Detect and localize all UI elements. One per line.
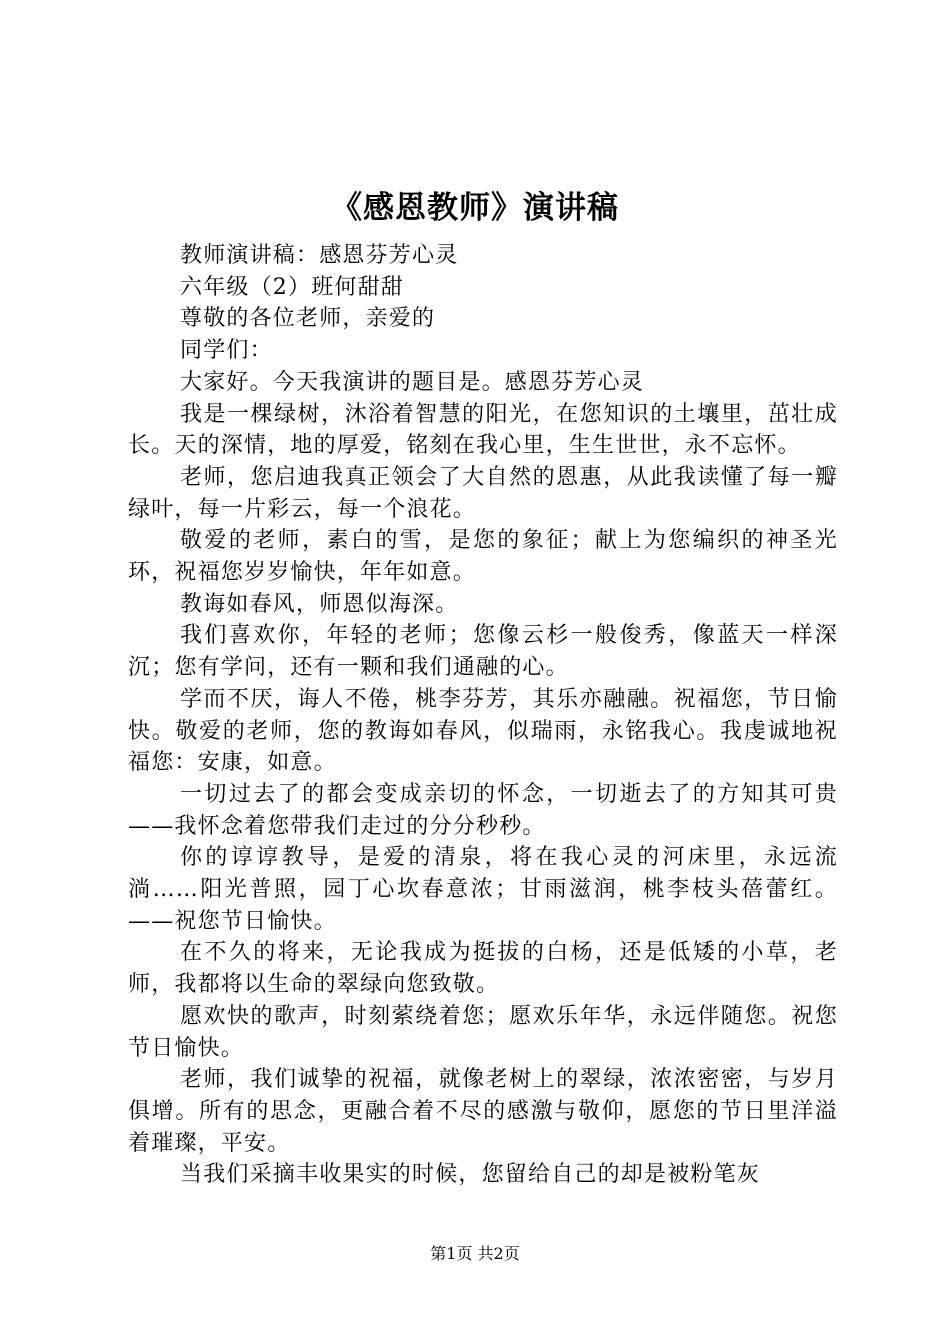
paragraph: 你的谆谆教导，是爱的清泉，将在我心灵的河床里，永远流淌……阳光普照，园丁心坎春意浓；甘雨滋润，桃李枝头蓓蕾红。——祝您节日愉快。 [128, 845, 838, 934]
paragraph: 大家好。今天我演讲的题目是。感恩芬芳心灵 [180, 369, 645, 395]
paragraph: 六年级（2）班何甜甜 [180, 274, 404, 300]
paragraph: 愿欢快的歌声，时刻萦绕着您；愿欢乐年华，永远伴随您。祝您节日愉快。 [128, 1003, 838, 1061]
document-title: 《感恩教师》演讲稿 [331, 190, 619, 226]
paragraph: 敬爱的老师，素白的雪，是您的象征；献上为您编织的神圣光环，祝福您岁岁愉快，年年如意。 [128, 528, 838, 586]
paragraph: 教诲如春风，师恩似海深。 [180, 591, 459, 617]
paragraph: 教师演讲稿：感恩芬芳心灵 [180, 243, 459, 268]
page-number: 第1页 共2页 [430, 1244, 520, 1263]
paragraph: 我们喜欢你，年轻的老师；您像云杉一般俊秀，像蓝天一样深沉；您有学问，还有一颗和我们通融的心。 [128, 623, 838, 681]
paragraph: 在不久的将来，无论我成为挺拔的白杨，还是低矮的小草，老师，我都将以生命的翠绿向您致敬。 [128, 940, 838, 998]
paragraph: 学而不厌，诲人不倦，桃李芬芳，其乐亦融融。祝福您，节日愉快。敬爱的老师，您的教诲如春风，似瑞雨，永铭我心。我虔诚地祝福您：安康，如意。 [128, 686, 838, 776]
paragraph: 同学们： [180, 338, 273, 364]
paragraph: 老师，我们诚挚的祝福，就像老树上的翠绿，浓浓密密，与岁月俱增。所有的思念，更融合着不尽的感激与敬仰，愿您的节日里洋溢着璀璨，平安。 [128, 1067, 838, 1156]
paragraph: 一切过去了的都会变成亲切的怀念，一切逝去了的方知其可贵——我怀念着您带我们走过的分分秒秒。 [128, 781, 838, 839]
paragraph: 当我们采摘丰收果实的时候，您留给自己的却是被粉笔灰 [180, 1162, 761, 1188]
document-body [128, 240, 838, 1191]
paragraph: 我是一棵绿树，沐浴着智慧的阳光，在您知识的土壤里，茁壮成长。天的深情，地的厚爱，铭刻在我心里，生生世世，永不忘怀。 [128, 401, 838, 459]
paragraph: 尊敬的各位老师，亲爱的 [180, 306, 436, 332]
paragraph: 老师，您启迪我真正领会了大自然的恩惠，从此我读懂了每一瓣绿叶，每一片彩云，每一个浪花。 [128, 464, 838, 522]
